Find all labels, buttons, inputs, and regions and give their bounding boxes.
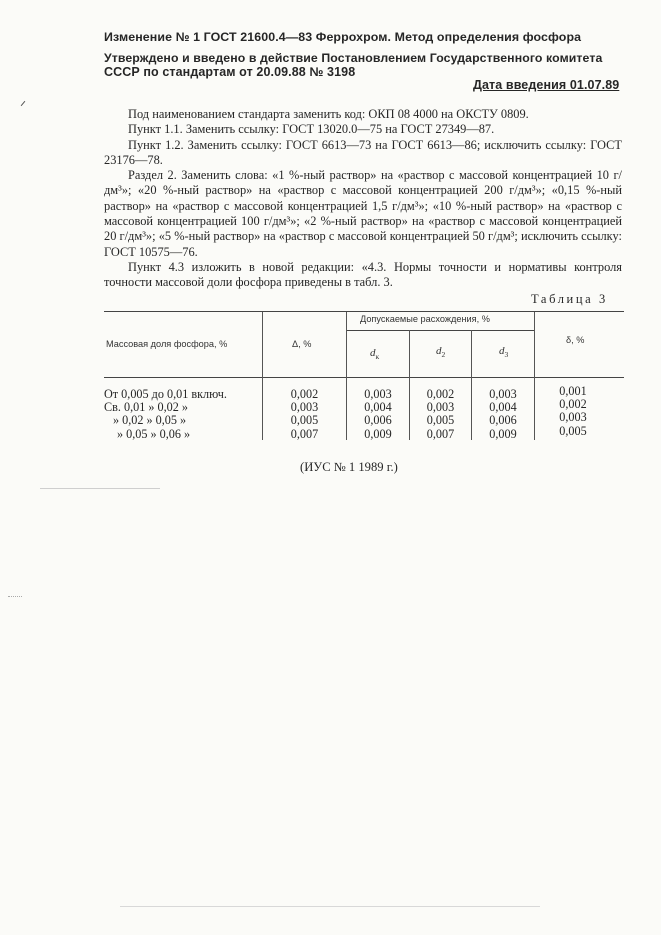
header-d3-sub: 3 [504, 350, 509, 360]
column-d3 [472, 388, 534, 441]
margin-mark [21, 101, 26, 106]
table-caption: Таблица 3 [531, 292, 608, 306]
scan-specks [8, 596, 22, 599]
scan-rule [40, 488, 160, 489]
source-note: (ИУС № 1 1989 г.) [300, 460, 398, 474]
header-delta-small: δ, % [566, 335, 585, 345]
table-head-rule [104, 377, 624, 378]
header-d2-main: d [436, 345, 442, 357]
table-cell-delta-small: 0,001 [559, 384, 587, 398]
approval-line-2: СССР по стандартам от 20.09.88 № 3198 [104, 65, 356, 79]
table-top-rule [104, 311, 624, 312]
column-delta-small [540, 385, 606, 438]
table-cell-dk: 0,009 [364, 426, 392, 441]
table-row-range: » 0,02 » 0,05 » [113, 413, 187, 428]
table-cell-d3: 0,003 [489, 387, 517, 401]
table-cell-delta: 0,007 [290, 426, 319, 441]
table-cell-d2: 0,007 [426, 426, 455, 441]
header-d2 [436, 345, 445, 359]
table-cell-d3: 0,004 [489, 400, 517, 415]
paragraph-1-2: Пункт 1.2. Заменить ссылку: ГОСТ 6613—73 на ГОСТ 6613—86; исключить ссылку: ГОСТ 23176—78. [104, 137, 622, 167]
column-range [104, 388, 262, 441]
body-text [104, 107, 622, 291]
paragraph-4-3: Пункт 4.3 изложить в новой редакции: «4.3. Нормы точности и нормативы контроля точности массовой доли фосфора приведены в табл. 3. [104, 259, 622, 290]
header-allowed-diff: Допускаемые расхождения, % [360, 314, 490, 324]
header-d2-sub: 2 [441, 350, 446, 360]
table-cell-d3: 0,006 [489, 413, 517, 428]
header-mass-fraction: Массовая доля фосфора, % [106, 339, 228, 349]
table-cell-delta: 0,002 [290, 387, 319, 401]
header-delta: Δ, % [292, 339, 312, 349]
header-d3 [499, 345, 508, 359]
header-d3-main: d [499, 345, 505, 357]
header-dk-main: d [370, 347, 376, 359]
effective-date: Дата введения 01.07.89 [473, 78, 620, 92]
scan-rule [120, 906, 540, 907]
table-cell-dk: 0,006 [364, 413, 392, 428]
table-cell-dk: 0,003 [364, 387, 392, 401]
doc-title: Изменение № 1 ГОСТ 21600.4—83 Феррохром. Метод определения фосфора [104, 30, 582, 44]
header-dk-sub: к [375, 352, 380, 362]
column-delta [263, 388, 346, 441]
paragraph-section-2: Раздел 2. Заменить слова: «1 %-ный раствор» на «раствор с массовой концентрацией 10 г/дм³»; «20 %-ный раствор» на «раствор с массовой концентрацией 200 г/дм³»; «0,15 %-ный раствор» на «раствор с массовой концентрацией 1,5 г/дм³»; «10 %-ный раствор» на «раствор с массовой концентрацией 100 г/дм³»; «2 %-ный раствор» на «раствор с массовой концентрацией 20 г/дм³»; «5 %-ный раствор» на «раствор с массовой концентрацией 50 г/дм³; исключить ссылку: ГОСТ 10575—76. [104, 168, 622, 259]
table-cell-delta: 0,003 [290, 400, 319, 415]
table-row-range: » 0,05 » 0,06 » [117, 426, 191, 441]
table-cell-delta-small: 0,002 [559, 397, 587, 412]
table-sub-rule [346, 330, 534, 331]
table-row-range: От 0,005 до 0,01 включ. [104, 387, 227, 401]
table-cell-d2: 0,005 [426, 413, 455, 428]
table-cell-delta-small: 0,005 [559, 423, 587, 438]
table-cell-d2: 0,003 [426, 400, 455, 415]
table-cell-delta-small: 0,003 [559, 410, 587, 425]
table-cell-dk: 0,004 [364, 400, 392, 415]
column-d2 [410, 388, 471, 441]
table-cell-d2: 0,002 [426, 387, 455, 401]
table-vline-5 [534, 312, 535, 440]
approval-line: Утверждено и введено в действие Постановлением Государственного комитета [104, 51, 603, 65]
column-dk [347, 388, 409, 441]
header-dk [370, 347, 379, 361]
table-cell-d3: 0,009 [489, 426, 517, 441]
table-cell-delta: 0,005 [290, 413, 319, 428]
paragraph-1-1: Пункт 1.1. Заменить ссылку: ГОСТ 13020.0—75 на ГОСТ 27349—87. [128, 122, 495, 137]
table-row-range: Св. 0,01 » 0,02 » [104, 400, 188, 415]
paragraph-code: Под наименованием стандарта заменить код: ОКП 08 4000 на ОКСТУ 0809. [128, 107, 529, 121]
